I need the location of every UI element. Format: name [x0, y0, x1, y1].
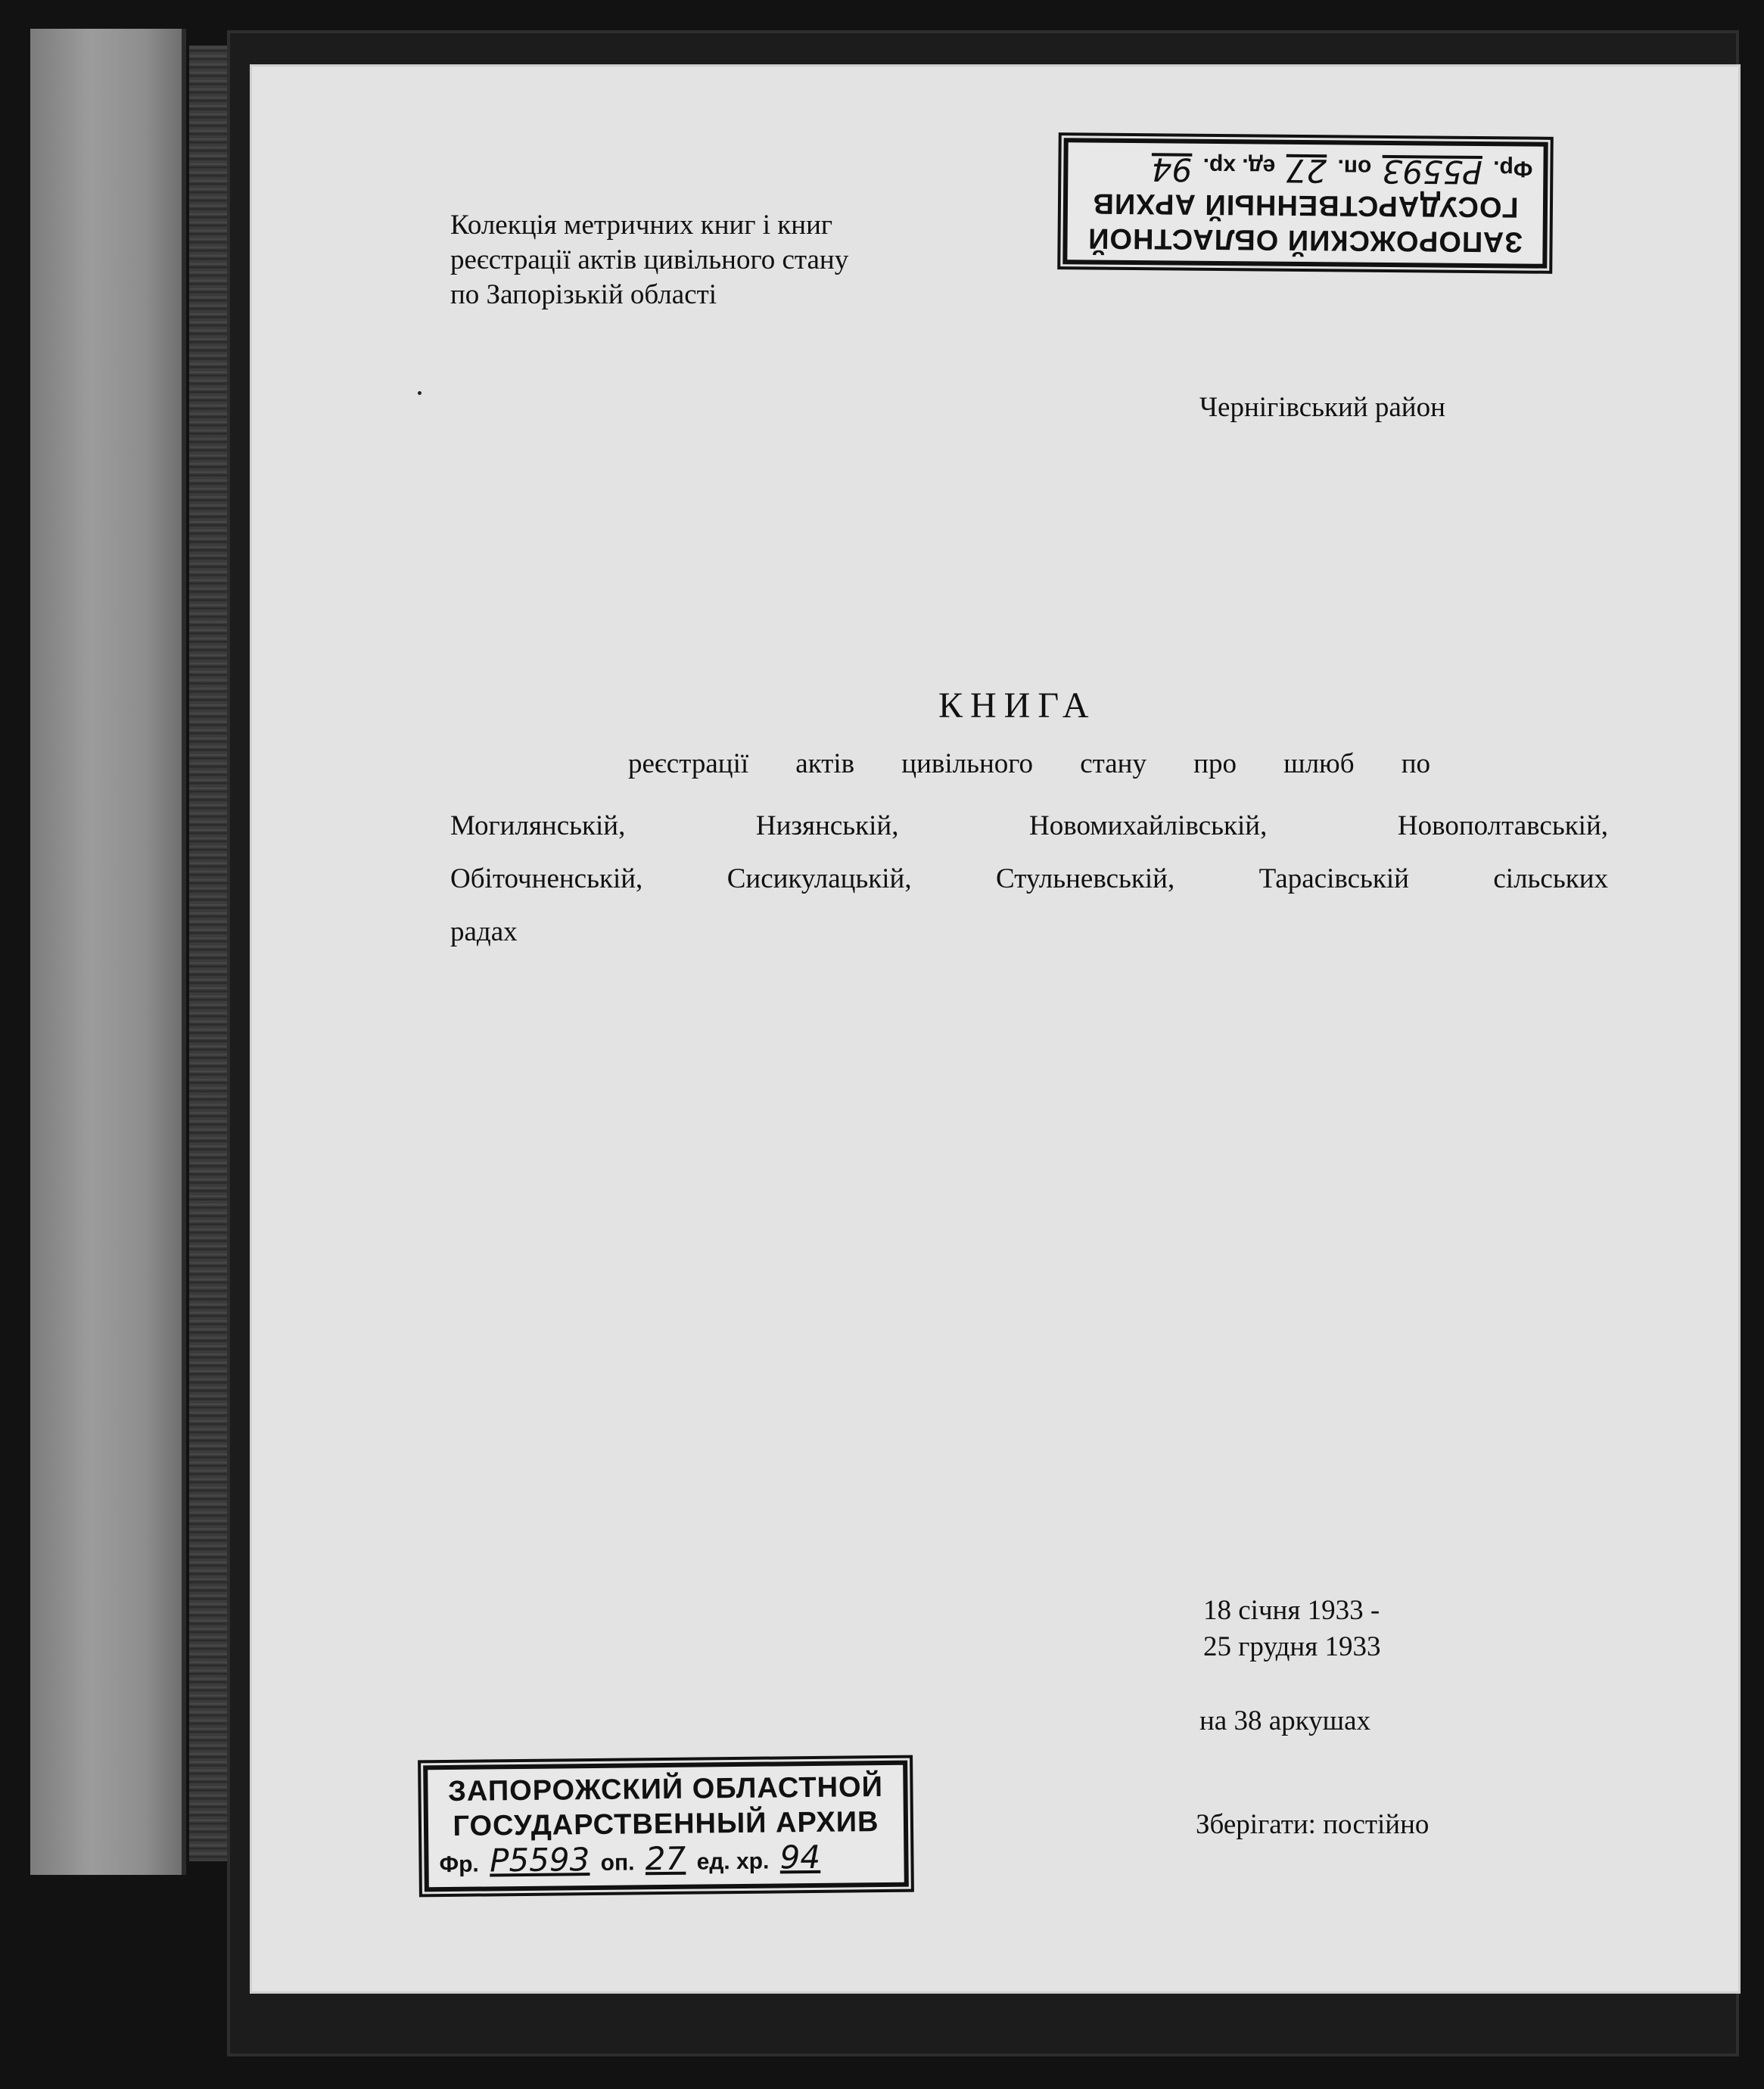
stamp-fund-value: Р5593 — [1382, 152, 1482, 191]
stamp-item-label: ед. хр. — [1202, 153, 1276, 179]
stamp-fund-label: Фр. — [1492, 156, 1533, 182]
title-sheet — [250, 64, 1741, 1994]
sheet-count: на 38 аркушах — [1199, 1705, 1371, 1736]
stamp-inventory-value: 27 — [1286, 151, 1327, 190]
stamp-fund-label: Фр. — [439, 1851, 479, 1878]
stamp-fund-value: Р5593 — [489, 1841, 590, 1879]
date-range — [1203, 1593, 1381, 1665]
stamp-inventory-value: 27 — [645, 1839, 686, 1878]
archive-stamp-top — [1062, 138, 1548, 269]
date-to: 25 грудня 1933 — [1203, 1631, 1381, 1662]
stamp-item-value: 94 — [1151, 151, 1193, 188]
stamp-inventory-label: оп. — [1337, 154, 1372, 180]
stamp-item-value: 94 — [779, 1838, 821, 1876]
description-line: Обіточненській, Сисикулацькій, Стульневській, Тарасівській сільських — [450, 863, 1608, 894]
archive-stamp-bottom — [423, 1761, 909, 1892]
stamp-line-2: ГОСУДАРСТВЕННЫЙ АРХИВ — [1092, 187, 1519, 223]
description-line: Могилянській, Низянській, Новомихайлівській, Новополтавській, — [450, 810, 1608, 841]
stamp-inventory-label: оп. — [600, 1850, 635, 1876]
book-title: КНИГА — [938, 685, 1097, 726]
district-label: Чернігівський район — [1199, 392, 1445, 423]
stamp-reference — [1078, 147, 1532, 189]
collection-line: реєстрації актів цивільного стану — [450, 244, 849, 275]
collection-line: Колекція метричних книг і книг — [450, 210, 833, 241]
folder-spine — [30, 29, 186, 1875]
collection-line: по Запорізькій області — [450, 279, 717, 310]
stamp-reference — [439, 1839, 894, 1882]
ink-dot — [418, 391, 422, 395]
date-from: 18 січня 1933 - — [1203, 1595, 1380, 1626]
description-line: радах — [450, 916, 518, 947]
stamp-line-2: ГОСУДАРСТВЕННЫЙ АРХИВ — [453, 1806, 879, 1842]
collection-title — [450, 208, 848, 312]
storage-term: Зберігати: постійно — [1196, 1809, 1430, 1840]
stamp-line-1: ЗАПОРОЖСКИЙ ОБЛАСТНОЙ — [447, 1770, 884, 1808]
description-line: реєстрації актів цивільного стану про шлюб по — [628, 748, 1430, 779]
stamp-item-label: ед. хр. — [696, 1848, 770, 1875]
stamp-line-1: ЗАПОРОЖСКИЙ ОБЛАСТНОЙ — [1087, 222, 1523, 258]
